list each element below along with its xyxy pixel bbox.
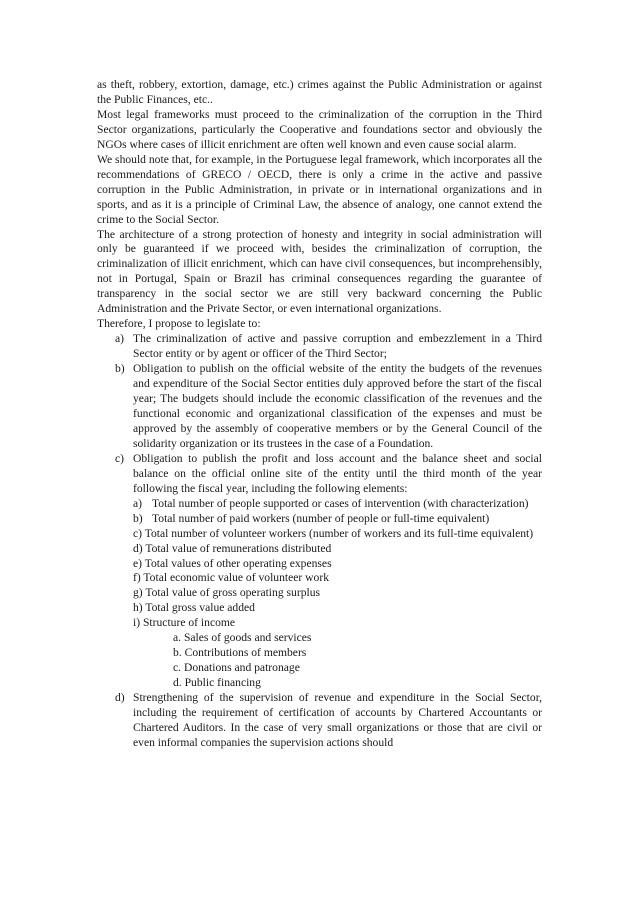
element-item-e: e) Total values of other operating expenses — [133, 556, 332, 570]
intro-paragraph-5: Therefore, I propose to legislate to: — [97, 317, 261, 331]
list-marker: b) — [133, 511, 143, 525]
proposal-text: The criminalization of active and passive corruption and embezzlement in a Third Sector entity or by agent or officer of the Third Sector; — [133, 332, 542, 361]
list-marker: a) — [133, 496, 143, 510]
income-item-c: c. Donations and patronage — [173, 661, 300, 675]
document-body — [97, 78, 542, 751]
element-item-d: d) Total value of remunerations distributed — [133, 541, 332, 555]
element-item-b — [97, 512, 542, 527]
element-text: Total number of people supported or cases of intervention (with characterization) — [152, 496, 529, 510]
income-item-a: a. Sales of goods and services — [173, 631, 312, 645]
element-item-a — [97, 497, 542, 512]
intro-paragraph-2: Most legal frameworks must proceed to the criminalization of the corruption in the Third Sector organizations, particularly the Cooperative and foundations sector and obviously the NGOs where cases of illicit enrichment are often well known and even cause social alarm. — [97, 107, 542, 151]
intro-paragraph-3: We should note that, for example, in the Portuguese legal framework, which incorporates all the recommendations of GRECO / OECD, there is only a crime in the active and passive corruption in the Public Administration, in private or in international organizations and in sports, and as it is a principle of Criminal Law, the absence of analogy, one cannot extend the crime to the Social Sector. — [97, 152, 542, 226]
proposal-text: Obligation to publish the profit and loss account and the balance sheet and social balance on the official online site of the entity until the third month of the year following the fiscal year, including the following elements: — [133, 451, 542, 495]
income-item-d: d. Public financing — [173, 676, 261, 690]
element-item-c: c) Total number of volunteer workers (number of workers and its full-time equivalent) — [133, 526, 534, 540]
intro-paragraph-4: The architecture of a strong protection of honesty and integrity in social administration will only be guaranteed if we proceed with, besides the criminalization of corruption, the criminalization of illicit enrichment, which can have civil consequences, but incomprehensibly, not in Portugal, Spain or Brazil has criminal consequences regarding the guarantee of transparency in the social sector we are still very backward concerning the Public Administration and the Private Sector, or even international organizations. — [97, 227, 542, 316]
income-item-b: b. Contributions of members — [173, 646, 307, 660]
element-text: Total number of paid workers (number of people or full-time equivalent) — [152, 511, 490, 525]
intro-paragraph-1: as theft, robbery, extortion, damage, etc.) crimes against the Public Administration or against the Public Finances, etc.. — [97, 78, 542, 106]
proposal-item-a — [97, 332, 542, 362]
element-item-i: i) Structure of income — [133, 616, 236, 630]
list-marker: c) — [115, 451, 125, 465]
proposal-text: Obligation to publish on the official website of the entity the budgets of the revenues and expenditure of the Social Sector entities duly approved before the start of the fiscal year; The budgets should include the economic classification of the revenues and the functional economic and organizational classification of the expenses and must be approved by the assembly of cooperative members or by the General Council of the solidarity organization or its trustees in the case of a Foundation. — [133, 362, 542, 450]
list-marker: d) — [115, 691, 125, 705]
element-item-g: g) Total value of gross operating surplus — [133, 586, 321, 600]
proposal-item-b — [97, 362, 542, 452]
element-item-f: f) Total economic value of volunteer work — [133, 571, 330, 585]
list-marker: b) — [115, 362, 125, 376]
proposal-item-d — [97, 691, 542, 751]
list-marker: a) — [115, 332, 125, 346]
proposal-item-c — [97, 452, 542, 497]
element-item-h: h) Total gross value added — [133, 601, 255, 615]
proposal-text: Strengthening of the supervision of revenue and expenditure in the Social Sector, including the requirement of certification of accounts by Chartered Accountants or Chartered Auditors. In the case of very small organizations or those that are civil or even informal companies the supervision actions should — [133, 691, 542, 749]
